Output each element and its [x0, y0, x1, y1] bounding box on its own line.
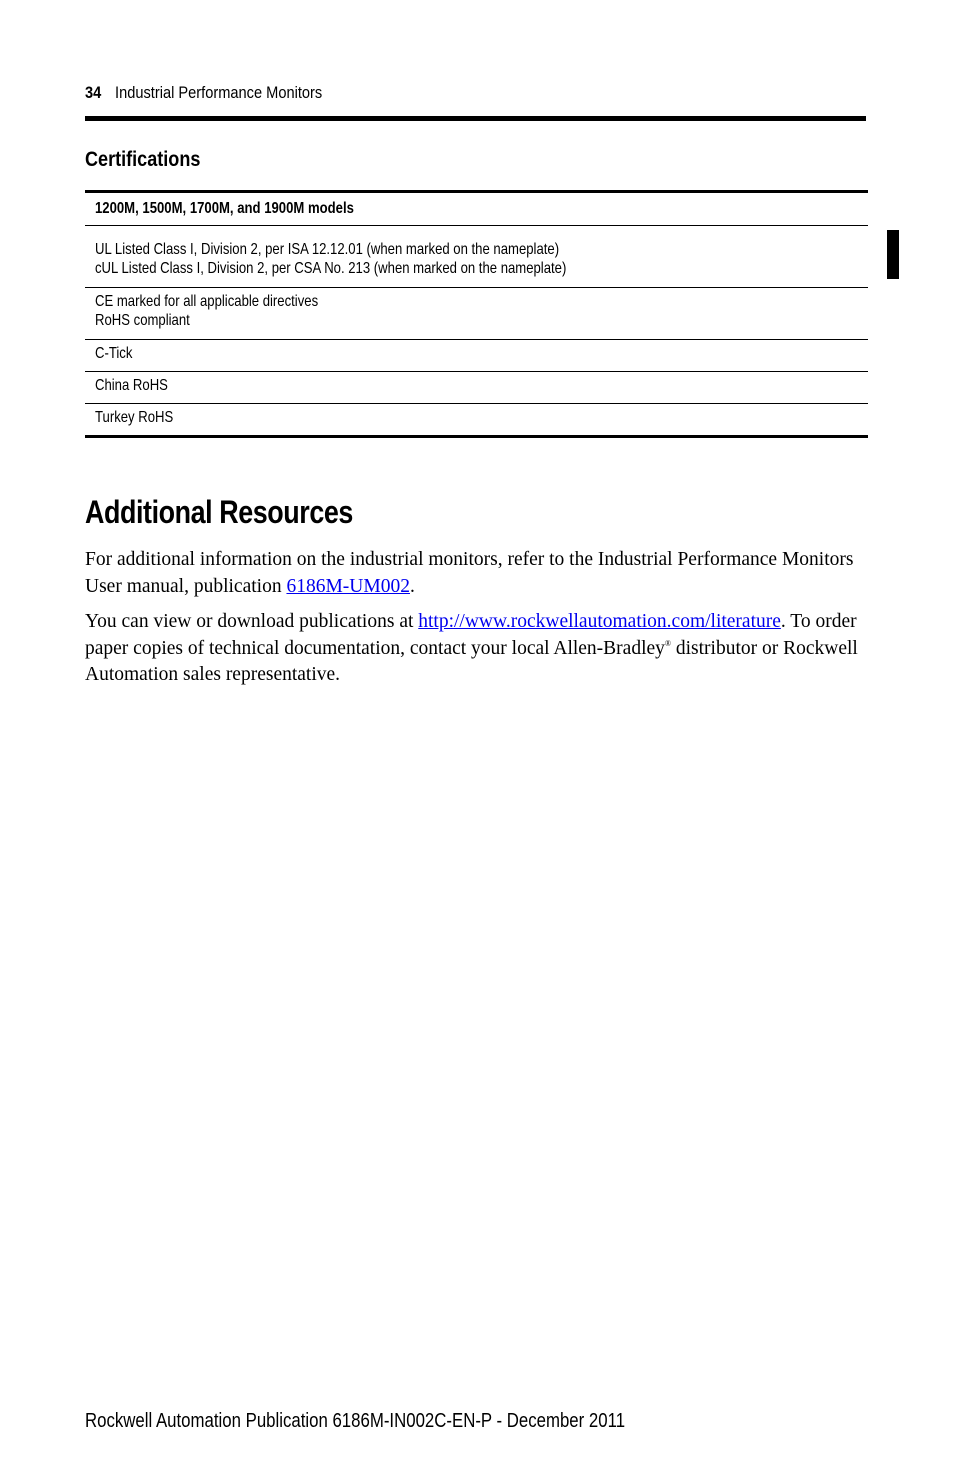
para2-mid: . To order paper copies of technical documentation, contact your local Allen-Bradley: [85, 611, 857, 659]
page-footer: Rockwell Automation Publication 6186M-IN002C-EN-P - December 2011: [85, 1410, 626, 1432]
table-row: [85, 403, 868, 435]
table-cell-line: China RoHS: [95, 377, 168, 394]
page-number: 34: [85, 83, 102, 102]
chapter-tab-marker: [887, 230, 899, 279]
para1-end: .: [409, 575, 415, 597]
certifications-table: [85, 190, 868, 438]
table-cell-line: CE marked for all applicable directives: [95, 293, 319, 310]
table-row: [85, 371, 868, 403]
table-cell-line: Turkey RoHS: [95, 409, 174, 426]
literature-link[interactable]: http://www.rockwellautomation.com/literature: [418, 611, 781, 632]
resources-paragraph-1: [85, 547, 865, 600]
header-rule: [85, 116, 866, 121]
table-cell-line: RoHS compliant: [95, 312, 190, 329]
table-cell-line: C-Tick: [95, 345, 133, 362]
page-header: [85, 83, 322, 103]
para2-text: You can view or download publications at: [85, 611, 419, 632]
table-header-row: [85, 193, 868, 225]
user-manual-link[interactable]: 6186M-UM002: [286, 575, 410, 597]
table-row: [85, 339, 868, 371]
registered-mark: ®: [664, 638, 671, 648]
table-row: [85, 225, 868, 287]
additional-resources-title: Additional Resources: [85, 494, 353, 530]
table-cell-line: cUL Listed Class I, Division 2, per CSA No. 213 (when marked on the nameplate): [95, 260, 567, 277]
resources-paragraph-2: [85, 609, 865, 689]
table-row: [85, 287, 868, 339]
header-title: Industrial Performance Monitors: [115, 83, 323, 102]
table-cell-line: UL Listed Class I, Division 2, per ISA 12.12.01 (when marked on the nameplate): [95, 241, 560, 258]
para2-end: distributor or Rockwell Automation sales representative.: [85, 637, 858, 685]
table-header-cell: 1200M, 1500M, 1700M, and 1900M models: [95, 200, 354, 217]
certifications-heading: Certifications: [85, 148, 201, 171]
para1-text: For additional information on the industrial monitors, refer to the Industrial Performance Monitors User manual, publication: [85, 549, 854, 597]
